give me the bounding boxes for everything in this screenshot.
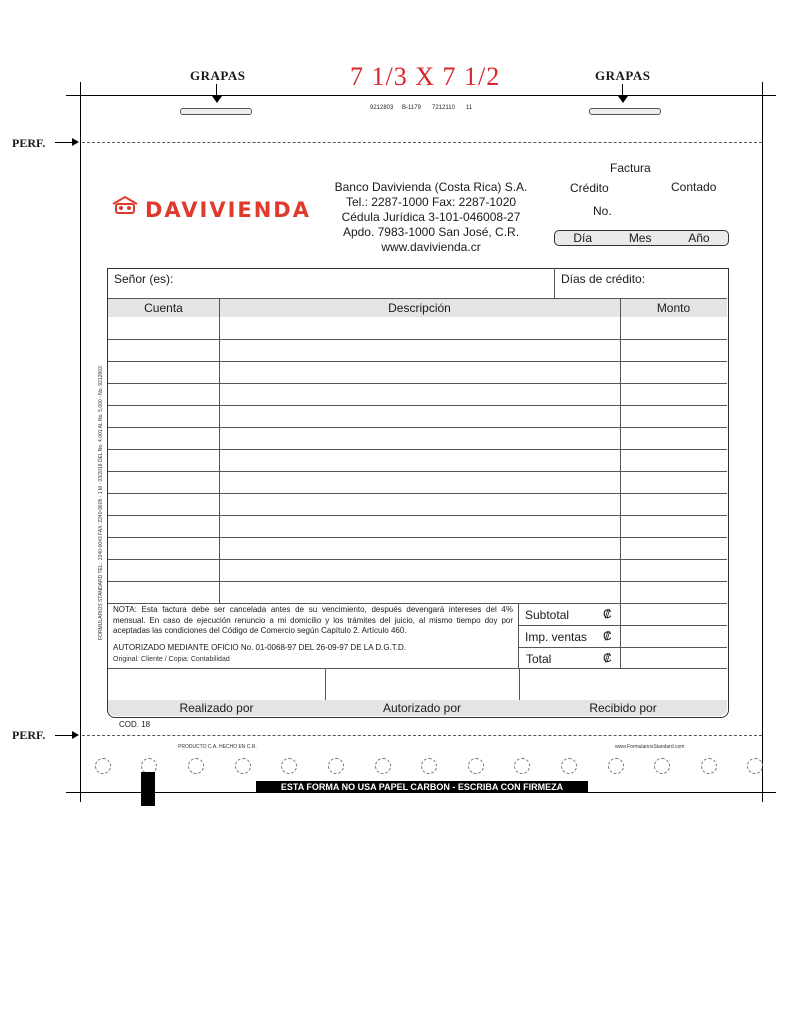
- binding-hole-icon: [375, 758, 391, 774]
- arrow-down-icon: [618, 96, 628, 103]
- credit-option[interactable]: Crédito: [570, 181, 609, 195]
- binding-hole-icon: [188, 758, 204, 774]
- column-divider-2: [620, 299, 621, 669]
- authorization-text: AUTORIZADO MEDIANTE OFICIO No. 01-0068-97 DEL 26-09-97 DE LA D.G.T.D.: [113, 643, 406, 652]
- form-code: COD. 18: [119, 720, 151, 729]
- column-descripcion: Descripción: [388, 301, 451, 315]
- registration-mark: [141, 772, 155, 806]
- form-size-title: 7 1/3 X 7 1/2: [350, 62, 501, 91]
- cash-option[interactable]: Contado: [671, 180, 717, 194]
- signature-recibido[interactable]: Recibido por: [589, 701, 657, 715]
- grapas-label-left: GRAPAS: [190, 68, 246, 83]
- bank-name: Banco Davivienda (Costa Rica) S.A.: [334, 180, 528, 194]
- binding-hole-icon: [747, 758, 763, 774]
- binding-hole-icon: [654, 758, 670, 774]
- year-label: Año: [688, 231, 710, 245]
- code-4: 11: [466, 105, 473, 111]
- client-label: Señor (es):: [114, 272, 174, 286]
- table-row: [108, 339, 727, 340]
- binding-hole-icon: [421, 758, 437, 774]
- perforation-line-bottom: [82, 735, 762, 736]
- table-row: [108, 471, 727, 472]
- table-row: [108, 515, 727, 516]
- binding-hole-icon: [95, 758, 111, 774]
- code-2: B-1179: [402, 105, 421, 111]
- subtotal-label: Subtotal: [525, 608, 570, 622]
- day-label: Día: [573, 231, 593, 245]
- table-row: [108, 361, 727, 362]
- arrow-right-icon: [72, 138, 79, 146]
- binding-hole-icon: [235, 758, 251, 774]
- month-label: Mes: [628, 231, 652, 245]
- perforation-line-top: [82, 142, 762, 143]
- copies-text: Original: Cliente / Copia: Contabilidad: [113, 656, 230, 663]
- staple-slot-left: [180, 108, 252, 115]
- side-print-info: FORMULARIOS STANDARD TEL.: 2240-0043 FAX: 2240-9605 - 1 M - 03/2018 DEL No. 4,001 AL No. 5,000 - No. 9212803: [98, 366, 104, 640]
- client-row-divider: [554, 268, 555, 299]
- binding-hole-icon: [701, 758, 717, 774]
- column-monto: Monto: [656, 301, 691, 315]
- table-row: [108, 493, 727, 494]
- column-cuenta: Cuenta: [144, 301, 183, 315]
- invoice-number-label: No.: [593, 204, 612, 218]
- date-box[interactable]: [554, 230, 729, 246]
- totals-divider: [518, 604, 519, 669]
- table-row: [108, 427, 727, 428]
- total-label: Total: [526, 652, 552, 666]
- binding-hole-icon: [468, 758, 484, 774]
- binding-hole-icon: [281, 758, 297, 774]
- table-row: [108, 537, 727, 538]
- table-row: [108, 559, 727, 560]
- totals-bottom-line: [108, 668, 727, 669]
- bank-info: [320, 180, 542, 255]
- crop-line-top: [66, 95, 776, 96]
- crop-line-left: [80, 82, 81, 802]
- perf-label-top: PERF.: [12, 136, 46, 150]
- code-3: 7212110: [432, 105, 455, 111]
- perf-label-bottom: PERF.: [12, 728, 46, 742]
- bank-website: www.davivienda.cr: [381, 240, 481, 254]
- staple-slot-right: [589, 108, 661, 115]
- binding-hole-icon: [514, 758, 530, 774]
- signature-autorizado[interactable]: Autorizado por: [382, 701, 462, 715]
- product-note: PRODUCTO C.A. HECHO EN C.R.: [178, 744, 257, 750]
- binding-hole-icon: [328, 758, 344, 774]
- davivienda-logo: DAVIVIENDA: [145, 198, 311, 222]
- table-row: [108, 383, 727, 384]
- table-row: [108, 581, 727, 582]
- colon-currency-icon: ₡: [603, 629, 612, 643]
- colon-currency-icon: ₡: [603, 651, 612, 665]
- davivienda-house-logo-icon: [110, 195, 140, 215]
- credit-days-label: Días de crédito:: [561, 272, 646, 286]
- bank-address: Apdo. 7983-1000 San José, C.R.: [342, 225, 520, 239]
- tax-label: Imp. ventas: [525, 630, 588, 644]
- totals-row-line: [519, 647, 727, 648]
- grapas-label-right: GRAPAS: [595, 68, 651, 83]
- table-row: [108, 405, 727, 406]
- signature-realizado[interactable]: Realizado por: [179, 701, 254, 715]
- crop-line-right: [762, 82, 763, 802]
- table-row: [108, 603, 727, 604]
- colon-currency-icon: ₡: [603, 607, 612, 621]
- binding-hole-icon: [561, 758, 577, 774]
- bank-cedula: Cédula Jurídica 3-101-046008-27: [341, 210, 521, 224]
- invoice-title: Factura: [610, 161, 651, 175]
- legal-note: NOTA: Esta factura debe ser cancelada antes de su vencimiento, después devengará intereses del 4% mensual. En caso de ejecución renuncio a mi domicilio y los trámites del juicio, al mismo tiempo doy por aceptadas las condiciones del Código de Comercio según Capítulo 2. Artículo 460.: [113, 605, 513, 635]
- table-row: [108, 449, 727, 450]
- arrow-down-icon: [212, 96, 222, 103]
- totals-row-line: [519, 625, 727, 626]
- bank-phone: Tel.: 2287-1000 Fax: 2287-1020: [345, 195, 517, 209]
- binding-hole-icon: [608, 758, 624, 774]
- carbonless-banner: ESTA FORMA NO USA PAPEL CARBON - ESCRIBA CON FIRMEZA: [256, 781, 588, 793]
- printer-website: www.FormulariosStandard.com: [615, 744, 685, 750]
- code-1: 9212803: [370, 105, 394, 111]
- arrow-right-icon: [72, 731, 79, 739]
